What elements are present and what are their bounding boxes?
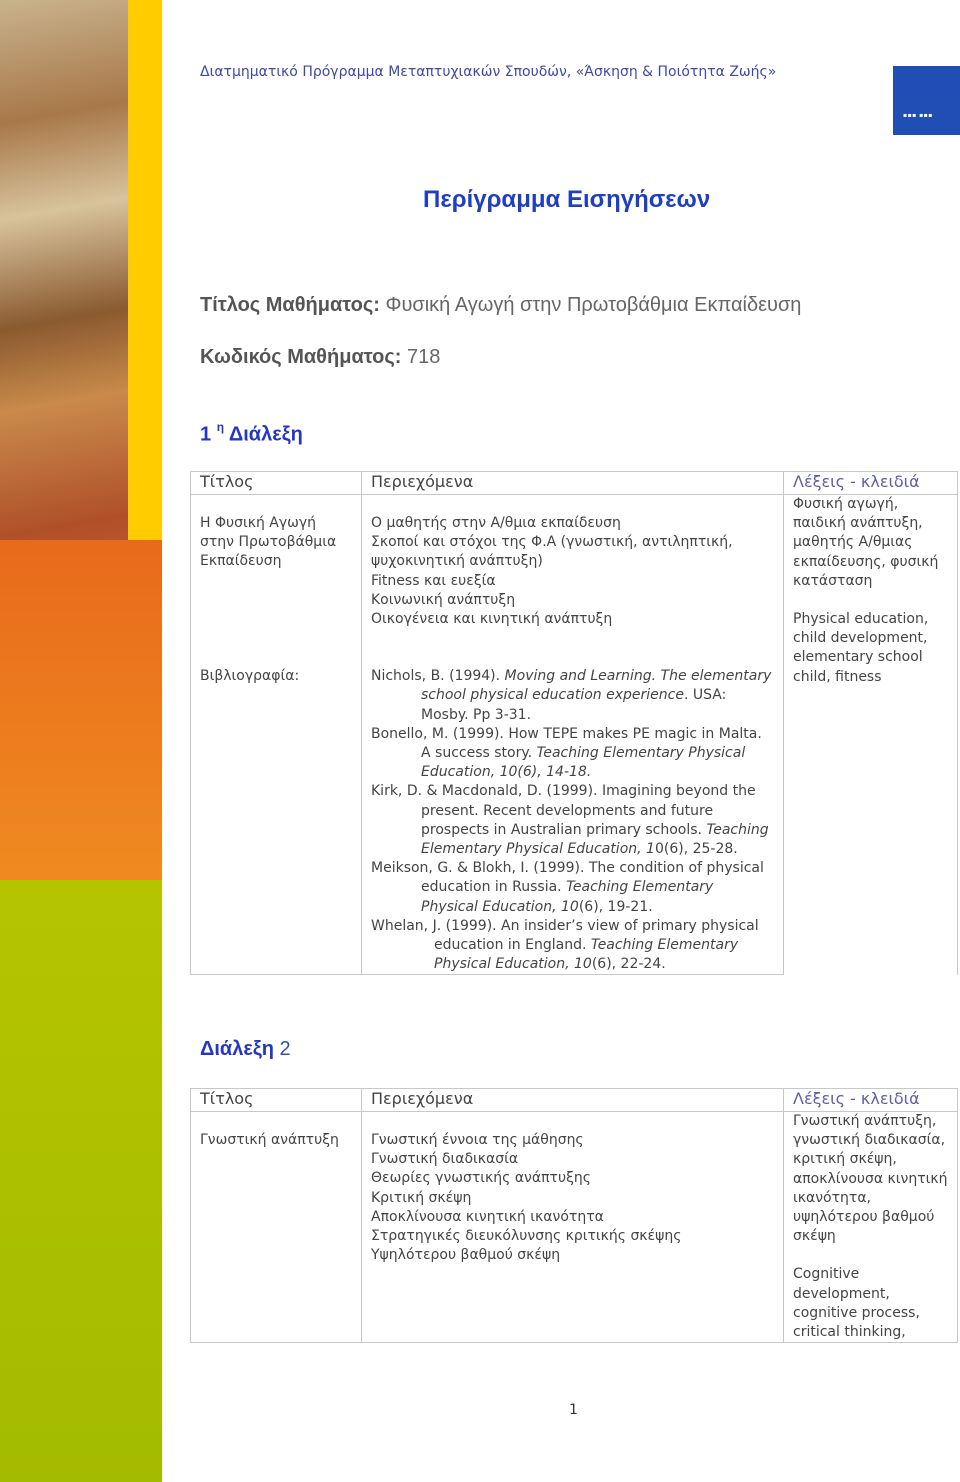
- lecture2-table: [190, 1088, 958, 1343]
- lecture2-heading: Διάλεξη 2: [200, 1038, 291, 1060]
- lecture1-heading: 1 $^\eta$ Διάλεξη: [200, 420, 303, 446]
- col-contents-header: Περιεχόμενα: [362, 1089, 784, 1112]
- course-code-line: [200, 346, 440, 369]
- page-title: Περίγραμμα Εισηγήσεων: [423, 186, 711, 213]
- course-code-label: Κωδικός Μαθήματος:: [200, 346, 402, 368]
- reference-item: Nichols, B. (1994). Moving and Learning. The elementary school physical education experience. USA: Mosby. Pp 3-31.: [371, 668, 772, 723]
- lecture1-table: [190, 471, 958, 975]
- lecture2-contents-cell: Γνωστική έννοια της μάθησης Γνωστική διαδικασία Θεωρίες γνωστικής ανάπτυξης Κριτική σκέψη Αποκλίνουσα κινητική ικανότητα Στρατηγικές διευκόλυνσης κριτικής σκέψης Υψηλότερου βαθμού σκέψη: [362, 1112, 784, 1343]
- lecture1-contents-cell: Ο μαθητής στην Α/θμια εκπαίδευση Σκοποί και στόχοι της Φ.Α (γνωστική, αντιληπτική, ψυχοκινητική ανάπτυξη) Fitness και ευεξία Κοινωνική ανάπτυξη Οικογένεια και κινητική ανάπτυξη: [362, 495, 784, 630]
- reference-item: Meikson, G. & Blokh, I. (1999). The condition of physical education in Russia. Teaching Elementary Physical Education, 10(6), 19-21.: [371, 860, 764, 915]
- lecture1-title-cell: Η Φυσική Αγωγή στην Πρωτοβάθμια Εκπαίδευση: [191, 495, 362, 630]
- bibliography-label-cell: Βιβλιογραφία:: [191, 629, 362, 975]
- program-header: Διατμηματικό Πρόγραμμα Μεταπτυχιακών Σπουδών, «Άσκηση & Ποιότητα Ζωής»: [200, 64, 777, 80]
- col-title-header: Τίτλος: [191, 1089, 362, 1112]
- lecture2-keywords-cell: Γνωστική ανάπτυξη, γνωστική διαδικασία, κριτική σκέψη, αποκλίνουσα κινητική ικανότητα, υψηλότερου βαθμού σκέψη Cognitive development, cognitive process, critical thinking,: [784, 1112, 958, 1343]
- course-title-line: [200, 294, 801, 317]
- reference-item: Bonello, M. (1999). How TEPE makes PE magic in Malta. A success story. Teaching Elementary Physical Education, 10(6), 14-18.: [371, 725, 762, 781]
- table-header-row: [191, 472, 958, 495]
- course-title-label: Τίτλος Μαθήματος:: [200, 294, 380, 316]
- table-row: [191, 495, 958, 630]
- col-contents-header: Περιεχόμενα: [362, 472, 784, 495]
- reference-item: Kirk, D. & Macdonald, D. (1999). Imagining beyond the present. Recent developments and future prospects in Australian primary schools. Teaching Elementary Physical Education, 10(6), 25-28.: [371, 783, 769, 858]
- bibliography-cell: [362, 629, 784, 975]
- col-keywords-header: Λέξεις - κλειδιά: [784, 472, 958, 495]
- col-title-header: Τίτλος: [191, 472, 362, 495]
- decorative-sidebar: [0, 0, 162, 1482]
- lecture1-keywords-cell: Φυσική αγωγή, παιδική ανάπτυξη, μαθητής Α/θμιας εκπαίδευσης, φυσική κατάσταση Physical education, child development, elementary school child, fitness: [784, 495, 958, 975]
- sidebar-yellow-band: [128, 0, 162, 540]
- reference-item: Whelan, J. (1999). An insider’s view of primary physical education in England. Teaching Elementary Physical Education, 10(6), 22-24.: [371, 917, 759, 973]
- lecture2-title-cell: Γνωστική ανάπτυξη: [191, 1112, 362, 1343]
- course-title-value: Φυσική Αγωγή στην Πρωτοβάθμια Εκπαίδευση: [385, 294, 802, 316]
- course-code-value: 718: [406, 346, 441, 368]
- university-logo: ▪▪▪ ▪▪▪: [893, 66, 960, 135]
- col-keywords-header: Λέξεις - κλειδιά: [784, 1089, 958, 1112]
- page-number: 1: [569, 1402, 578, 1418]
- table-row: [191, 1112, 958, 1343]
- sidebar-orange-band: [0, 540, 162, 880]
- table-header-row: [191, 1089, 958, 1112]
- sidebar-green-band: [0, 880, 162, 1482]
